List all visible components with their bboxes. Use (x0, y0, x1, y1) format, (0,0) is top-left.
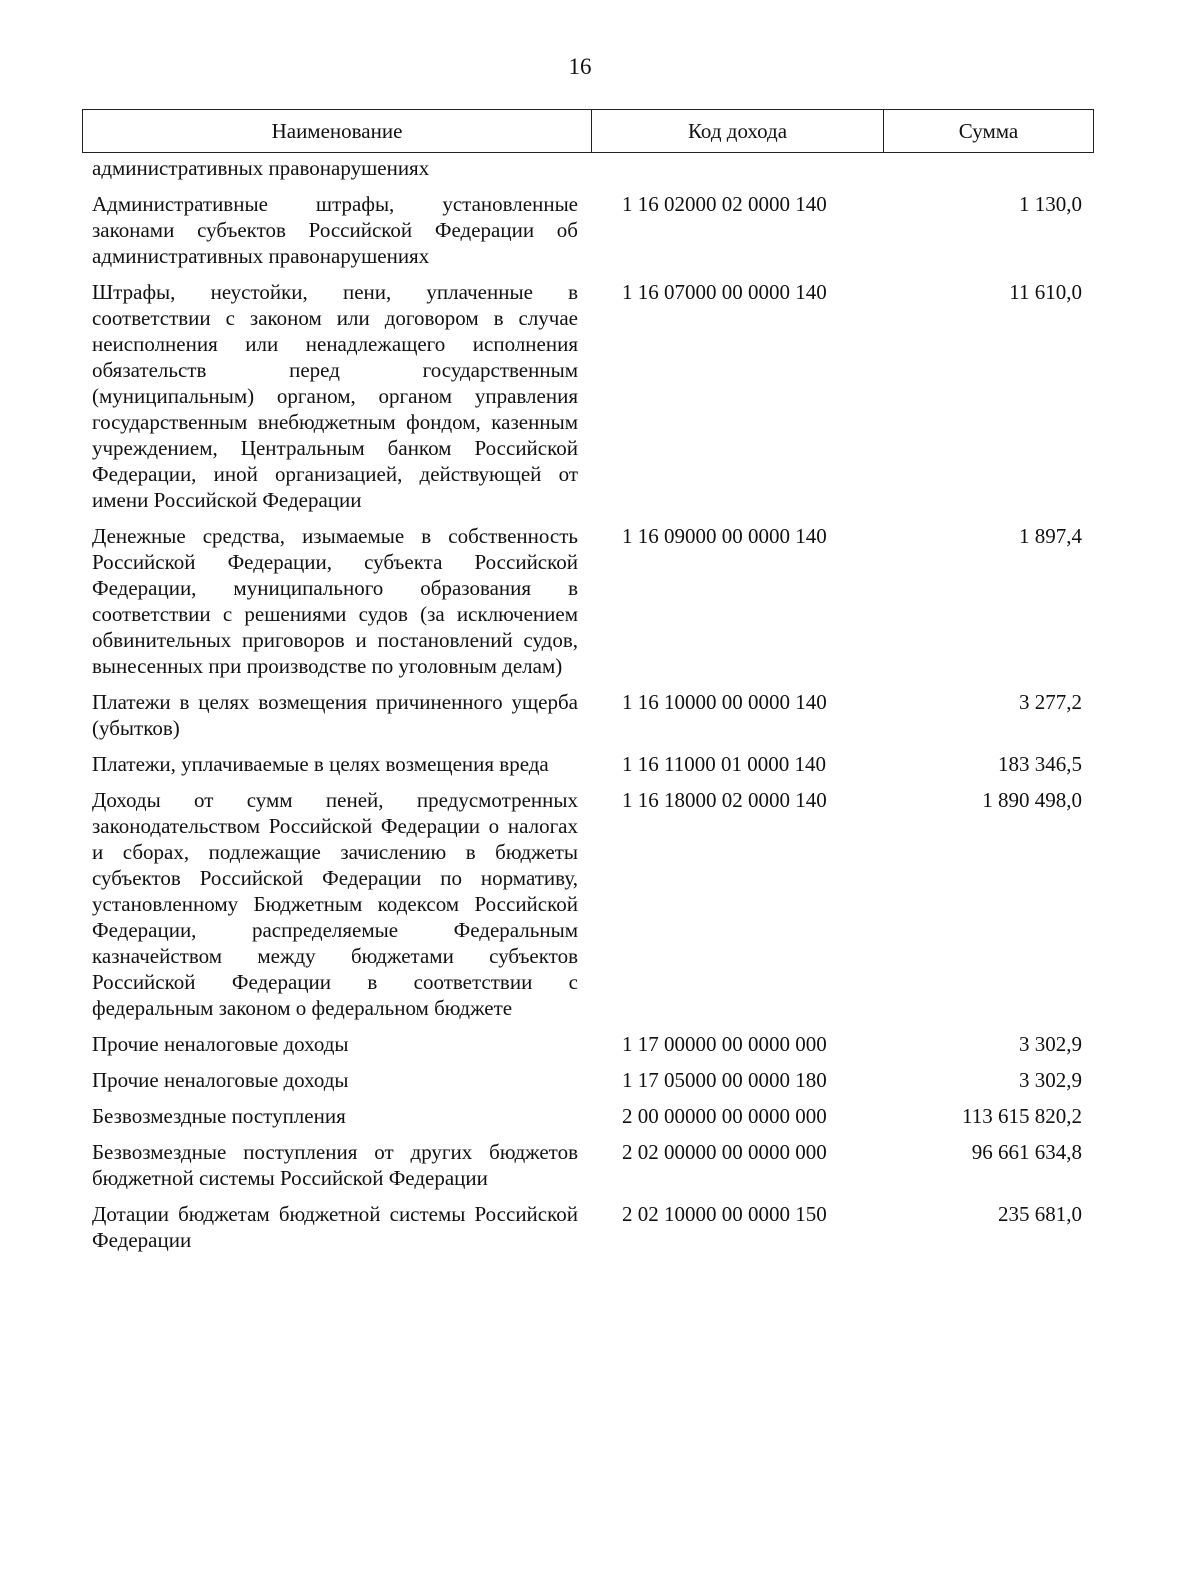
row-name: Штрафы, неустойки, пени, уплаченные в соответствии с законом или договором в случае неисполнения или ненадлежащего исполнения обязательств перед государственным (муниципальным) органом, органом управления государственным внебюджетным фондом, казенным учреждением, Центральным банком Российской Федерации, иной организацией, действующей от имени Российской Федерации (92, 280, 578, 512)
column-header-code: Код дохода (592, 110, 884, 152)
table-row (92, 1067, 1082, 1093)
row-amount: 3 302,9 (1019, 1032, 1082, 1056)
table-row (92, 1201, 1082, 1253)
row-amount: 113 615 820,2 (962, 1104, 1082, 1128)
row-code: 1 16 11000 01 0000 140 (622, 752, 826, 776)
row-amount: 1 130,0 (1019, 192, 1082, 216)
row-name: Платежи, уплачиваемые в целях возмещения вреда (92, 752, 549, 776)
table-row (92, 279, 1082, 513)
row-amount: 1 897,4 (1019, 524, 1082, 548)
column-header-name: Наименование (83, 110, 592, 152)
row-name: Денежные средства, изымаемые в собственность Российской Федерации, субъекта Российской Федерации, муниципального образования в соответствии с решениями судов (за исключением обвинительных приговоров и постановлений судов, вынесенных при производстве по уголовным делам) (92, 524, 578, 678)
row-code: 2 00 00000 00 0000 000 (622, 1104, 827, 1128)
row-amount: 11 610,0 (1009, 280, 1082, 304)
table-body (92, 155, 1082, 1263)
row-amount: 3 302,9 (1019, 1068, 1082, 1092)
row-code: 1 17 00000 00 0000 000 (622, 1032, 827, 1056)
table-row (92, 751, 1082, 777)
row-code: 2 02 00000 00 0000 000 (622, 1140, 827, 1164)
row-name: Дотации бюджетам бюджетной системы Российской Федерации (92, 1202, 578, 1252)
row-name: Прочие неналоговые доходы (92, 1032, 349, 1056)
row-amount: 96 661 634,8 (971, 1140, 1082, 1164)
table-row (92, 191, 1082, 269)
table-header (82, 109, 1094, 153)
row-amount: 1 890 498,0 (982, 788, 1082, 812)
row-name: Безвозмездные поступления от других бюджетов бюджетной системы Российской Федерации (92, 1140, 578, 1190)
row-name: Доходы от сумм пеней, предусмотренных законодательством Российской Федерации о налогах и сборах, подлежащие зачислению в бюджеты субъектов Российской Федерации по нормативу, установленному Бюджетным кодексом Российской Федерации, распределяемые Федеральным казначейством между бюджетами субъектов Российской Федерации в соответствии с федеральным законом о федеральном бюджете (92, 788, 578, 1020)
row-code: 1 16 07000 00 0000 140 (622, 280, 827, 304)
table-row (92, 689, 1082, 741)
table-row (92, 1103, 1082, 1129)
row-code: 1 17 05000 00 0000 180 (622, 1068, 827, 1092)
row-name: Платежи в целях возмещения причиненного ущерба (убытков) (92, 690, 578, 740)
row-name: Административные штрафы, установленные законами субъектов Российской Федерации об административных правонарушениях (92, 192, 578, 268)
row-name: Прочие неналоговые доходы (92, 1068, 349, 1092)
row-code: 1 16 09000 00 0000 140 (622, 524, 827, 548)
row-amount: 3 277,2 (1019, 690, 1082, 714)
row-code: 1 16 18000 02 0000 140 (622, 788, 827, 812)
table-row (92, 1031, 1082, 1057)
row-code: 1 16 02000 02 0000 140 (622, 192, 827, 216)
page-number: 16 (568, 54, 592, 79)
table-row (92, 523, 1082, 679)
continuation-text: административных правонарушениях (92, 156, 430, 180)
column-header-sum: Сумма (958, 118, 1019, 143)
row-code: 1 16 10000 00 0000 140 (622, 690, 827, 714)
table-row (92, 787, 1082, 1021)
table-row (92, 1139, 1082, 1191)
row-code: 2 02 10000 00 0000 150 (622, 1202, 827, 1226)
row-amount: 183 346,5 (998, 752, 1082, 776)
row-amount: 235 681,0 (998, 1202, 1082, 1226)
row-name: Безвозмездные поступления (92, 1104, 346, 1128)
